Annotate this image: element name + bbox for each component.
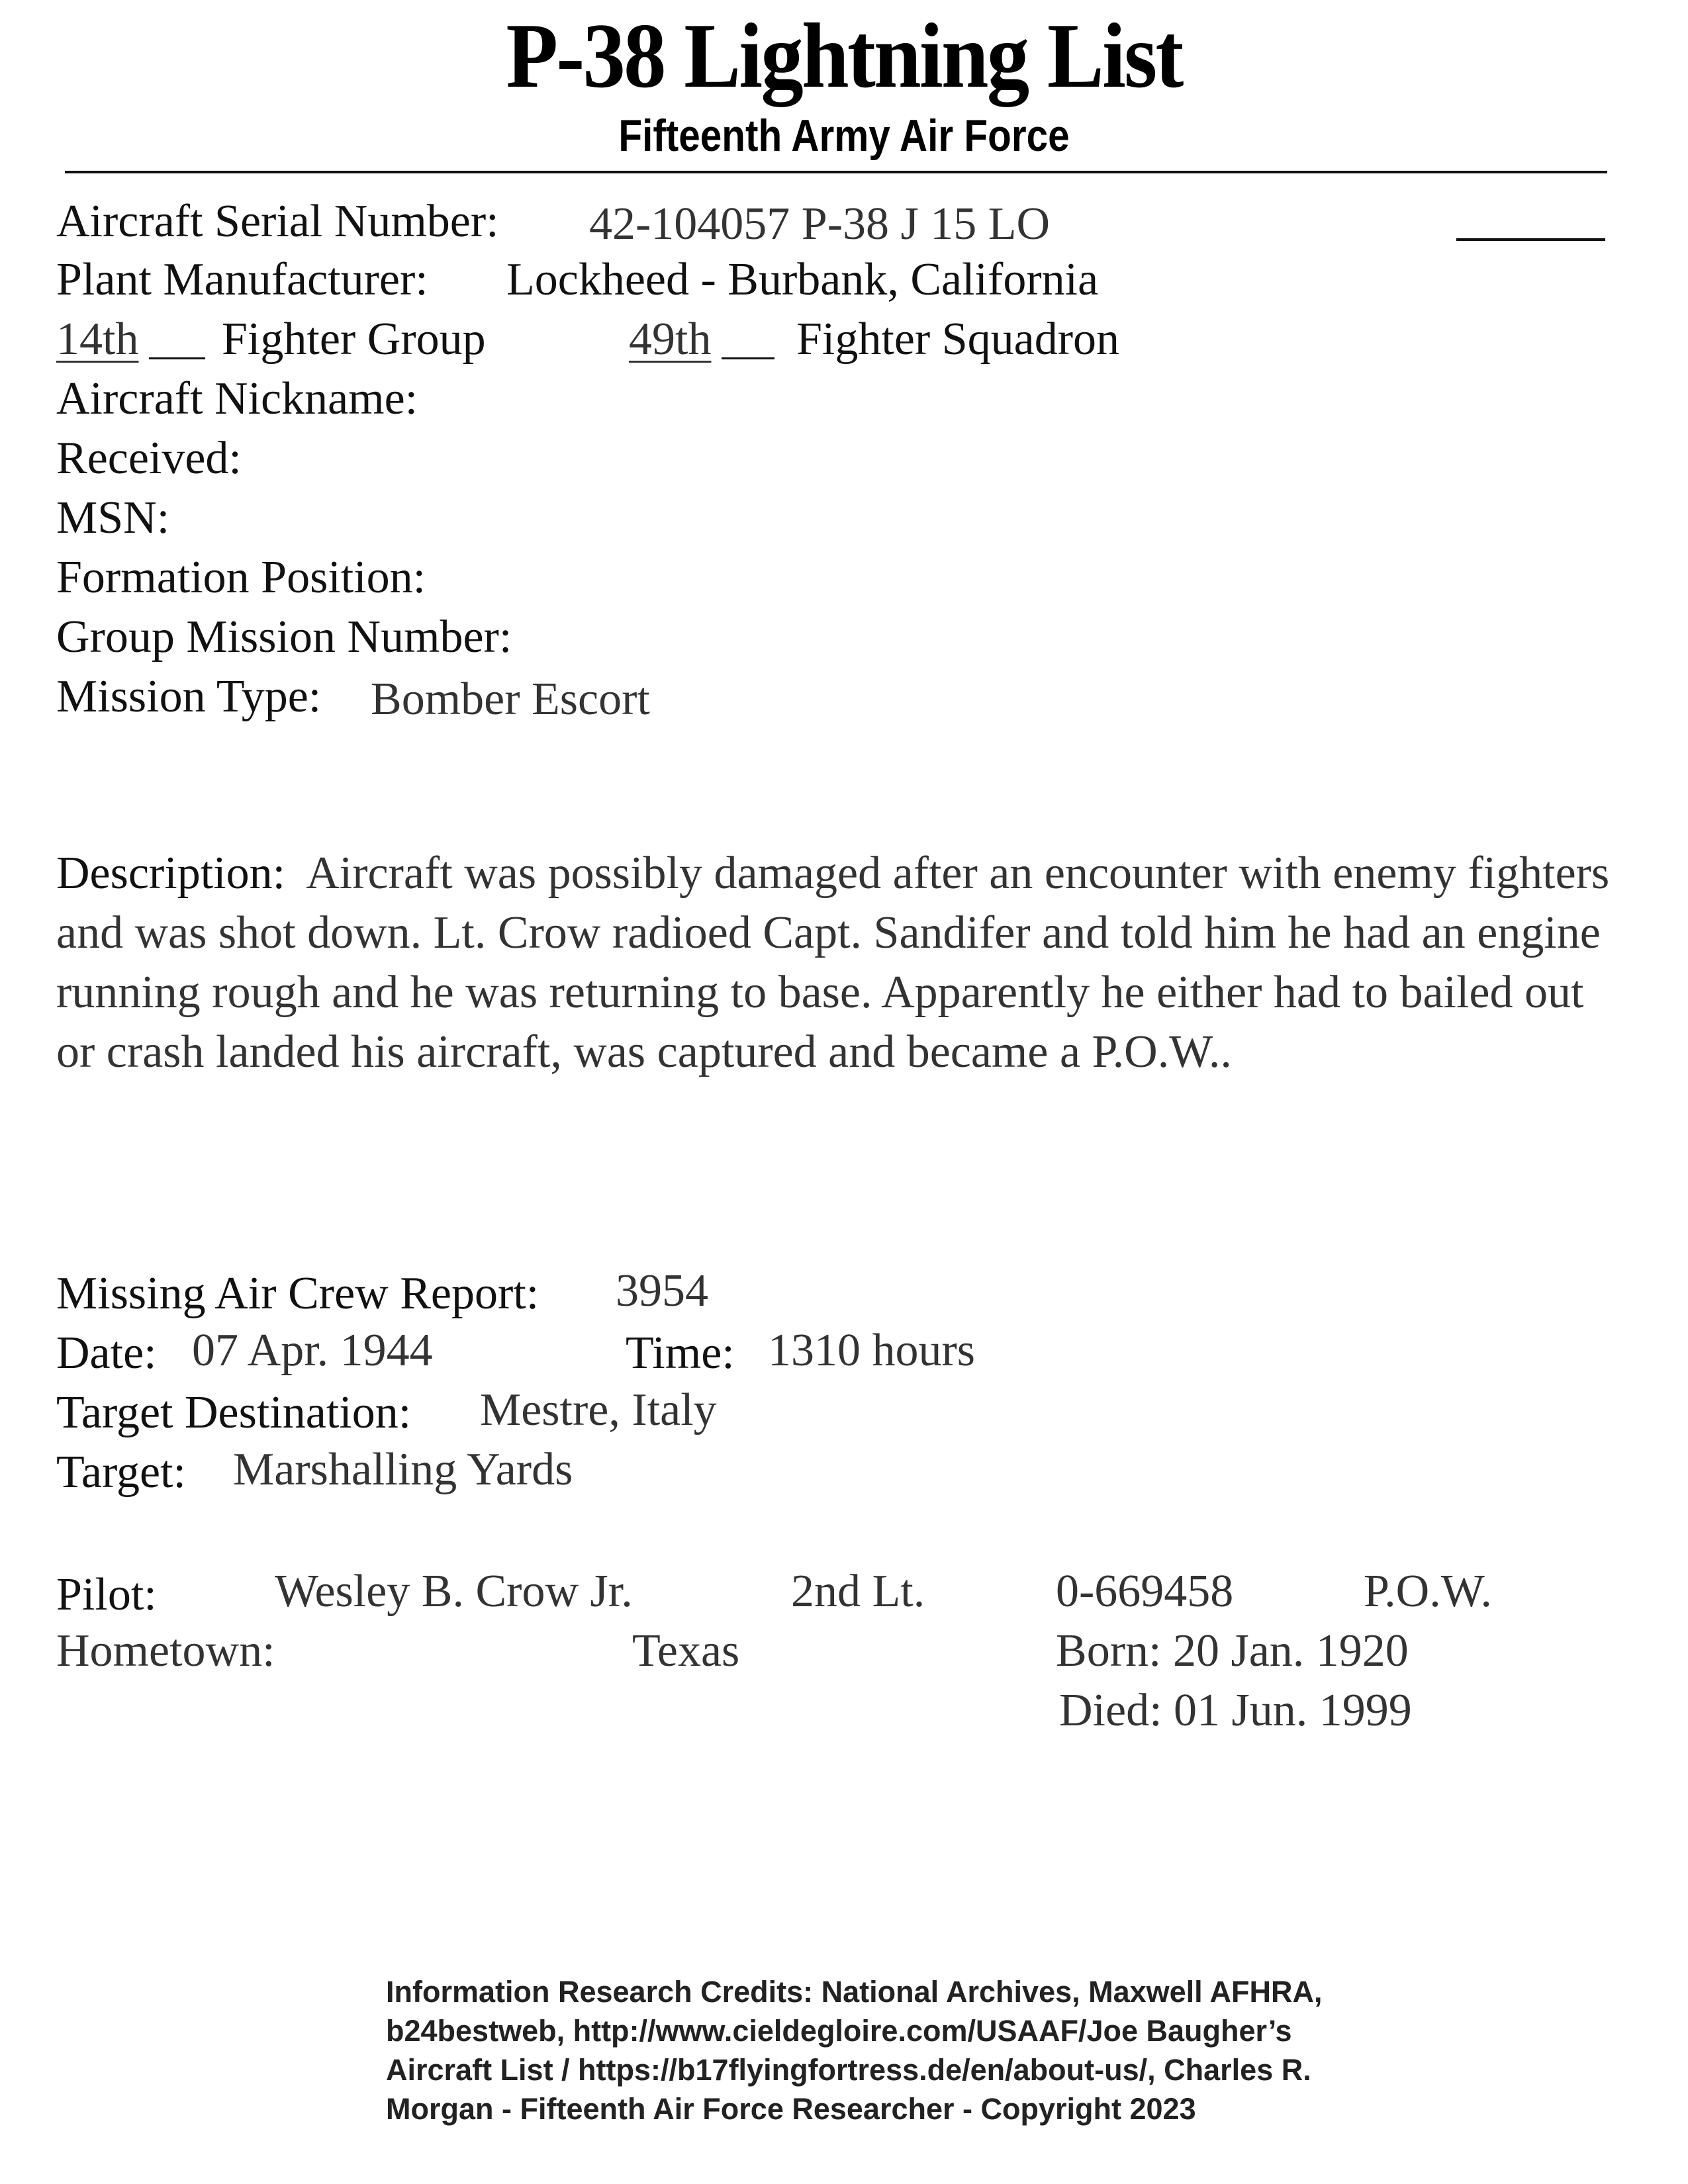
received-label: Received: <box>56 433 242 484</box>
target-label: Target: <box>56 1447 186 1498</box>
pilot-serial-number: 0-669458 <box>1056 1566 1234 1617</box>
fighter-squadron-label: Fighter Squadron <box>796 314 1120 365</box>
target-destination-label: Target Destination: <box>56 1387 412 1438</box>
pilot-name: Wesley B. Crow Jr. <box>275 1566 633 1617</box>
squadron-underline-tail <box>722 354 774 359</box>
description-label: Description: <box>56 848 286 899</box>
date-value: 07 Apr. 1944 <box>192 1325 433 1376</box>
pilot-rank: 2nd Lt. <box>791 1566 925 1617</box>
pilot-status: P.O.W. <box>1364 1566 1492 1617</box>
macr-label: Missing Air Crew Report: <box>56 1268 539 1319</box>
pilot-born: Born: 20 Jan. 1920 <box>1056 1625 1409 1676</box>
pilot-died: Died: 01 Jun. 1999 <box>1059 1685 1412 1736</box>
page-subtitle: Fifteenth Army Air Force <box>618 111 1070 161</box>
target-destination-value: Mestre, Italy <box>480 1385 717 1435</box>
manufacturer-value: Lockheed - Burbank, California <box>506 254 1099 305</box>
header-divider <box>65 171 1607 173</box>
mission-type-label: Mission Type: <box>56 671 322 722</box>
nickname-label: Aircraft Nickname: <box>56 373 418 424</box>
group-mission-number-label: Group Mission Number: <box>56 612 512 662</box>
fighter-group-label: Fighter Group <box>222 314 486 365</box>
formation-position-label: Formation Position: <box>56 552 426 603</box>
page-title: P-38 Lightning List <box>506 5 1182 107</box>
research-credits: Information Research Credits: National Archives, Maxwell AFHRA, b24bestweb, http://www.cieldegloire.com/USAAF/Joe Baugher’s Aircraft List / https://b17flyingfortress.de/en/about-us/, Charles R. Morgan - Fifteenth Air Force Researcher - Copyright 2023 <box>386 1975 1323 2126</box>
target-value: Marshalling Yards <box>233 1444 573 1495</box>
mission-type-value: Bomber Escort <box>371 674 650 725</box>
fighter-squadron-number: 49th <box>629 314 712 365</box>
time-value: 1310 hours <box>768 1325 976 1376</box>
description <box>56 844 1618 1082</box>
fighter-group-number: 14th <box>56 314 139 365</box>
hometown-label: Hometown: <box>56 1625 275 1676</box>
group-underline-tail <box>149 354 205 359</box>
description-text: Aircraft was possibly damaged after an encounter with enemy fighters and was shot down. Lt. Crow radioed Capt. Sandifer and told him he had an engine running rough and he was returning to base. Apparently he either had to bailed out or crash landed his aircraft, was captured and became a P.O.W.. <box>56 848 1610 1077</box>
pilot-label: Pilot: <box>56 1569 157 1620</box>
time-label: Time: <box>626 1328 735 1379</box>
msn-label: MSN: <box>56 492 170 543</box>
serial-number-value: 42-104057 P-38 J 15 LO <box>589 199 1051 250</box>
serial-number-label: Aircraft Serial Number: <box>56 196 499 247</box>
manufacturer-label: Plant Manufacturer: <box>56 254 428 305</box>
date-label: Date: <box>56 1328 157 1379</box>
macr-value: 3954 <box>616 1265 708 1316</box>
hometown-value: Texas <box>632 1625 740 1676</box>
serial-blank-line <box>1456 232 1605 241</box>
